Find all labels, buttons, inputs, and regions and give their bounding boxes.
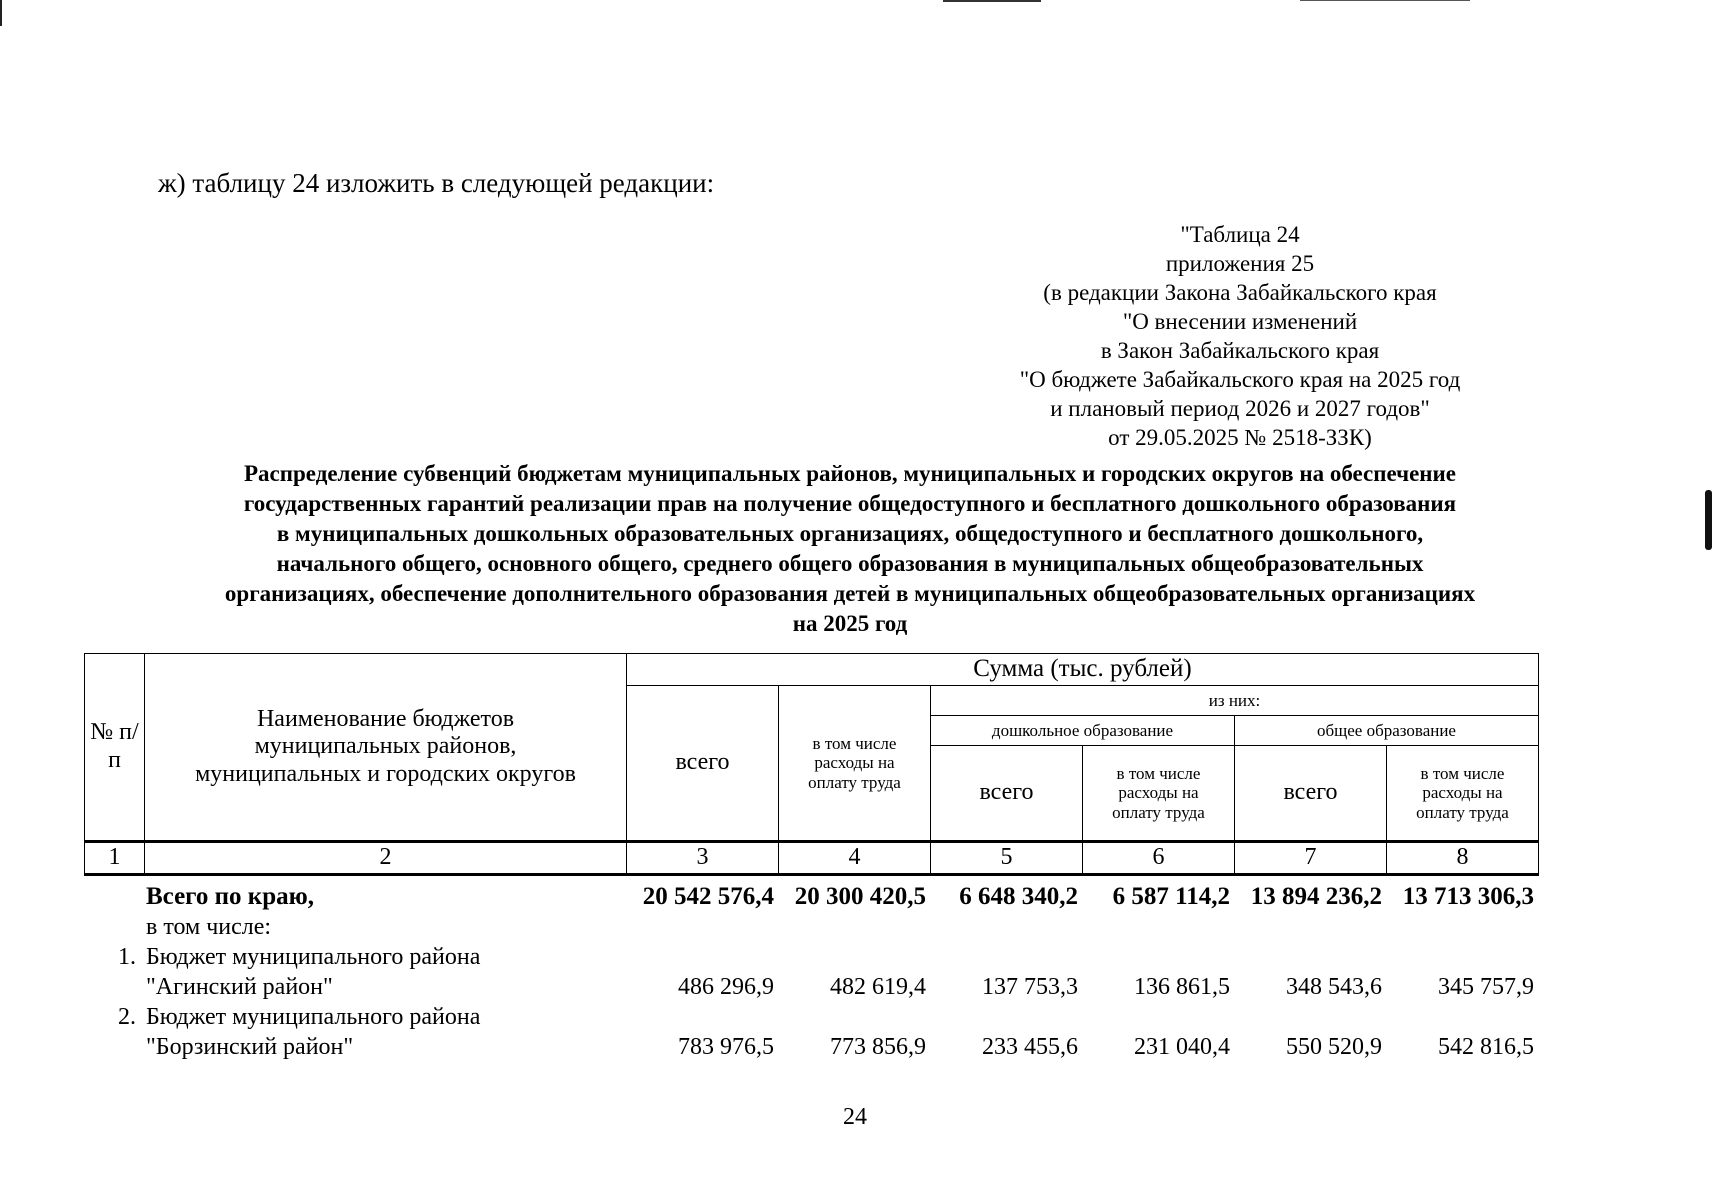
total-value: 13 894 236,2 [1250, 883, 1382, 910]
appendix-line: "О внесении изменений [1122, 309, 1358, 334]
total-value: 20 300 420,5 [794, 883, 926, 910]
header-preschool-wages: в том числе расходы на оплату труда [1083, 746, 1235, 842]
column-number: 2 [145, 842, 627, 875]
total-label: Всего по краю, [146, 883, 314, 910]
intro-text: ж) таблицу 24 изложить в следующей редакции: [158, 168, 715, 198]
row-name-line: Бюджет муниципального района [146, 1004, 481, 1030]
appendix-line: (в редакции Закона Забайкальского края [1043, 280, 1437, 305]
scan-artifact [0, 0, 2, 26]
total-value: 20 542 576,4 [642, 883, 774, 910]
appendix-line: "О бюджете Забайкальского края на 2025 год [1019, 367, 1461, 392]
row-value: 542 816,5 [1438, 1034, 1534, 1060]
title-line: в муниципальных дошкольных образовательных организациях, общедоступного и бесплатного дошкольного, [276, 521, 1424, 546]
row-value: 233 455,6 [982, 1034, 1078, 1060]
row-name-line: "Борзинский район" [146, 1034, 354, 1060]
row-value: 348 543,6 [1286, 974, 1382, 1000]
document-title [70, 459, 1630, 639]
row-name-line: Бюджет муниципального района [146, 944, 481, 970]
row-name [144, 942, 626, 1002]
row-value: 231 040,4 [1134, 1034, 1230, 1060]
header-total-wages: в том числе расходы на оплату труда [779, 686, 931, 842]
appendix-line: приложения 25 [1165, 251, 1315, 276]
header-total: всего [627, 686, 779, 842]
total-value: 6 587 114,2 [1112, 883, 1230, 910]
header-preschool: дошкольное образование [931, 716, 1235, 746]
row-name-line: "Агинский район" [146, 974, 333, 1000]
row-value: 482 619,4 [830, 974, 926, 1000]
table-row-including [84, 912, 1538, 942]
scan-artifact [1300, 0, 1470, 1]
row-name [144, 1002, 626, 1062]
column-number: 5 [931, 842, 1083, 875]
column-number: 7 [1235, 842, 1387, 875]
title-line: Распределение субвенций бюджетам муниципальных районов, муниципальных и городских округов на обеспечение [243, 461, 1457, 486]
row-value: 345 757,9 [1438, 974, 1534, 1000]
row-index: 2. [118, 1004, 136, 1030]
appendix-line: от 29.05.2025 № 2518-ЗЗК) [1108, 425, 1372, 450]
column-numbers-row [85, 842, 1539, 875]
row-index: 1. [118, 944, 136, 970]
title-line: государственных гарантий реализации прав на получение общедоступного и бесплатного дошкольного образования [243, 491, 1457, 516]
row-value: 137 753,3 [982, 974, 1078, 1000]
appendix-note [980, 220, 1500, 452]
header-of-them: из них: [931, 686, 1539, 716]
total-value: 13 713 306,3 [1402, 883, 1534, 910]
row-value: 783 976,5 [678, 1034, 774, 1060]
header-name: Наименование бюджетов муниципальных районов, муниципальных и городских округов [145, 654, 627, 842]
column-number: 8 [1387, 842, 1539, 875]
title-line: начального общего, основного общего, среднего общего образования в муниципальных общеобразовательных [276, 551, 1424, 576]
total-value: 6 648 340,2 [959, 883, 1078, 910]
appendix-line: "Таблица 24 [1180, 222, 1300, 247]
appendix-line: в Закон Забайкальского края [1100, 338, 1380, 363]
header-sum: Сумма (тыс. рублей) [627, 654, 1539, 686]
header-general: общее образование [1235, 716, 1539, 746]
column-number: 6 [1083, 842, 1235, 875]
table-row [84, 1002, 1538, 1062]
appendix-line: и плановый период 2026 и 2027 годов" [1050, 396, 1430, 421]
column-number: 3 [627, 842, 779, 875]
title-line: на 2025 год [792, 611, 908, 636]
header-num: № п/п [85, 654, 145, 842]
table-row-total [84, 882, 1538, 912]
column-number: 4 [779, 842, 931, 875]
row-value: 486 296,9 [678, 974, 774, 1000]
table-header [84, 653, 1539, 876]
page-number: 24 [843, 1104, 867, 1130]
scan-artifact [1705, 490, 1712, 550]
table-row [84, 942, 1538, 1002]
column-number: 1 [85, 842, 145, 875]
title-line: организациях, обеспечение дополнительного образования детей в муниципальных общеобразовательных организациях [224, 581, 1476, 606]
row-value: 550 520,9 [1286, 1034, 1382, 1060]
table-body [84, 882, 1538, 1062]
row-value: 136 861,5 [1134, 974, 1230, 1000]
including-label: в том числе: [146, 914, 272, 940]
scan-artifact [943, 0, 1041, 2]
row-value: 773 856,9 [830, 1034, 926, 1060]
header-general-total: всего [1235, 746, 1387, 842]
header-general-wages: в том числе расходы на оплату труда [1387, 746, 1539, 842]
header-preschool-total: всего [931, 746, 1083, 842]
